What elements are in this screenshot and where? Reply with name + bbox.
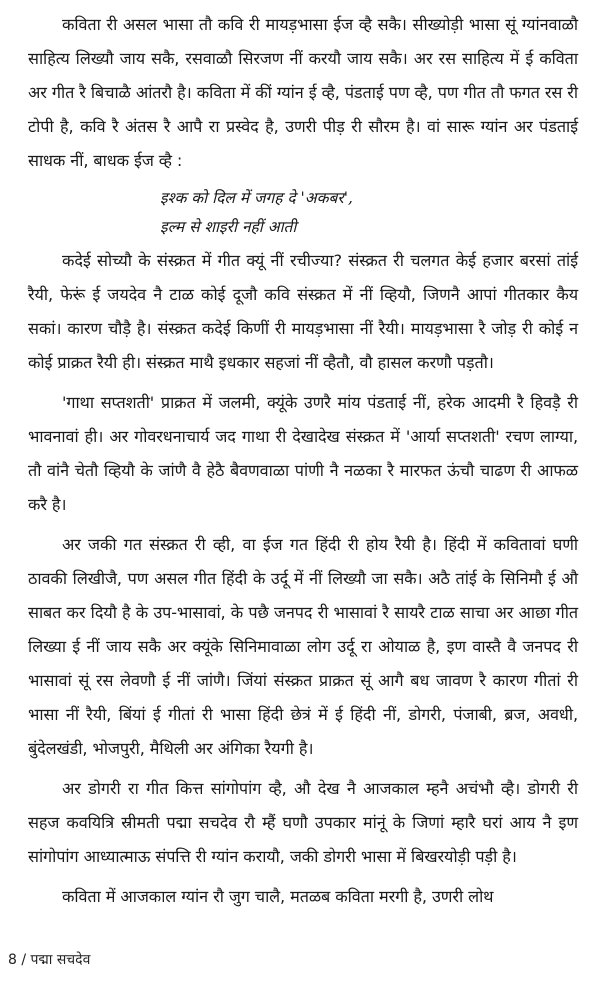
paragraph-3: 'गाथा सप्तशती' प्राक्रत में जलमी, क्यूंके उणरै मांय पंडताई नीं, हरेक आदमी रै हिवड़ै री भावनावां ही। अर गोवरधनाचार्य जद गाथा री देखादेख संस्क्रत में 'आर्या सप्तशती' रचण लाग्या, तौ वांनै चेतौ व्हियौ के जांणै वै हेठै बैवणवाळा पांणी नै नळका रै मारफत ऊंचौ चाढण री आफळ करै है। [28,393,578,514]
paragraph-4: अर जकी गत संस्क्रत री व्ही, वा ईज गत हिंदी री होय रैयी है। हिंदी में कवितावां घणी ठावकी लिखीजै, पण असल गीत हिंदी के उर्दू में नीं लिख्यौ जा सकै। अठै तांई के सिनिमौ ई औ साबत कर दियौ है के उप-भासावां, के पछै जनपद री भासावां रै सायरै टाळ साचा अर आछा गीत लिख्या ई नीं जाय सकै अर क्यूंके सिनिमावाळा लोग उर्दू रा ओयाळ है, इण वास्तै वै जनपद री भासावां सूं रस लेवणौ ई नीं जांणै। जिंयां संस्क्रत प्राक्रत सूं आगै बध जावण रै कारण गीतां री भासा नीं रैयी, बिंयां ई गीतां री भासा हिंदी छेत्रं में ई हिंदी नीं, डोगरी, पंजाबी, ब्रज, अवधी, बुंदेलखंडी, भोजपुरी, मैथिली अर अंगिका रैयगी है। [28,535,578,758]
verse-line-1: इश्क को दिल में जगह दे 'अकबर', [160,189,353,207]
page-footer: 8 / पद्मा सचदेव [8,952,91,968]
paragraph-6: कविता में आजकाल ग्यांन रौ जुग चालै, मतळब कविता मरगी है, उणरी लोथ [62,887,494,906]
paragraph-1: कविता री असल भासा तौ कवि री मायड़भासा ईज व्है सकै। सीख्योड़ी भासा सूं ग्यांनवाळौ साहित्य लिख्यौ जाय सकै, रसवाळौ सिरजण नीं करयौ जाय सकै। अर रस साहित्य में ई कविता अर गीत रै बिचाळै आंतरौ है। कविता में कीं ग्यांन ई व्है, पंडताई पण व्है, पण गीत तौ फगत रस री टोपी है, कवि रै अंतस रै आपै रा प्रस्वेद है, उणरी पीड़ री सौरम है। वां सारू ग्यांन अर पंडताई साधक नीं, बाधक ईज व्है : [28,15,578,170]
paragraph-2: कदेई सोच्यौ के संस्क्रत में गीत क्यूं नीं रचीज्या? संस्क्रत री चलगत केई हजार बरसां तांई रैयी, फेरूं ई जयदेव नै टाळ कोई दूजौ कवि संस्क्रत में नीं व्हियौ, जिणनै आपां गीतकार कैय सकां। कारण चौड़ै है। संस्क्रत कदेई किणीं री मायड़भासा नीं रैयी। मायड़भासा रै जोड़ री कोई न कोई प्राक्रत रैयी ही। संस्क्रत माथै इधकार सहजां नीं व्हैतौ, वौ हासल करणौ पड़तौ। [28,251,578,372]
page-body [28,8,578,920]
paragraph-5: अर डोगरी रा गीत कित्त सांगोपांग व्है, औ देख नै आजकाल म्हनै अचंभौ व्है। डोगरी री सहज कवयित्रि स्रीमती पद्मा सचदेव रौ म्हैं घणौ उपकार मांनूं के जिणां म्हारै घरां आय नै इण सांगोपांग आध्यात्माऊ संपत्ति री ग्यांन करायौ, जकी डोगरी भासा में बिखरयोड़ी पड़ी है। [28,779,578,866]
verse-quote [28,184,578,242]
verse-line-2: इल्म से शाइरी नहीं आती [160,218,297,236]
